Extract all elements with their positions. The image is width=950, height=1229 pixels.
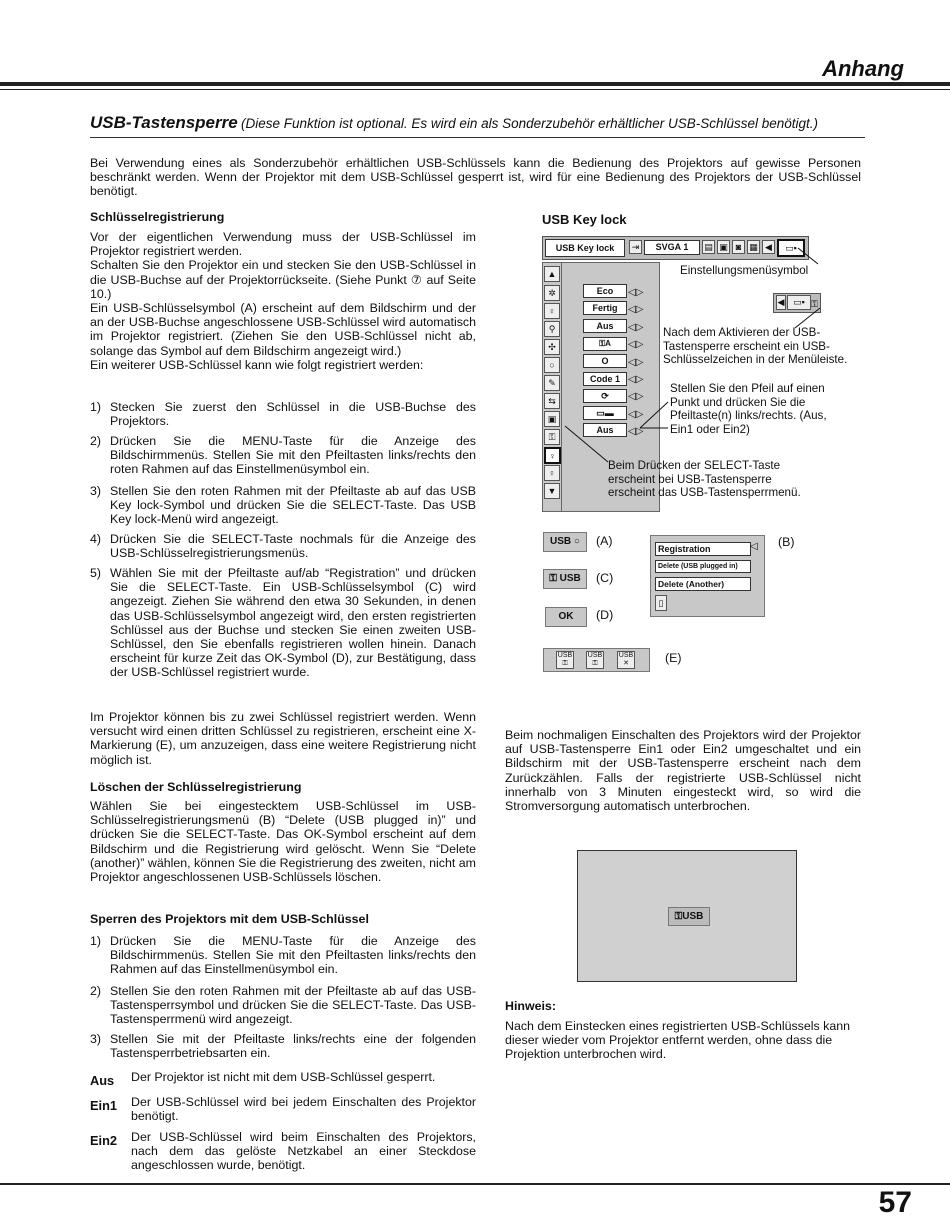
usb-icon-c: ⚿ USB	[543, 569, 587, 589]
usb-icon-a-text: USB	[550, 536, 572, 547]
header-rule-thin	[0, 89, 950, 90]
step-text: Drücken Sie die MENU-Taste für die Anzeige des Bildschirmmenüs. Stellen Sie mit den Pfeiltasten links/rechts den Rahmen auf das Einstellmenüsymbol ein.	[110, 934, 476, 977]
step-number: 1)	[90, 400, 102, 414]
step-text: Stellen Sie den roten Rahmen mit der Pfeiltaste ab auf das USB-Tastensperrsymbol und drücken Sie die SELECT-Taste. Das USB-Tastensperrmenü wird angezeigt.	[110, 984, 476, 1027]
section-subtitle: (Diese Funktion ist optional. Es wird ein als Sonderzubehör erhältlicher USB-Schlüssel benötigt.)	[241, 116, 819, 131]
menu-value-3: Aus	[583, 319, 627, 333]
step-text: Stellen Sie den roten Rahmen mit der Pfeiltaste ab auf das USB Key lock-Symbol und drücken Sie die SELECT-Taste. Das USB Key lock-Menü wird angezeigt.	[110, 484, 476, 527]
lamp-icon: ✲	[544, 285, 560, 301]
lock-icon: ▣	[544, 411, 560, 427]
left-right-arrow-icon[interactable]: ◁▷	[628, 374, 644, 386]
step-number: 2)	[90, 434, 102, 448]
sound-icon: ◀	[776, 295, 786, 310]
usb-small-text: USB	[618, 652, 634, 659]
note-body: Nach dem Einstecken eines registrierten USB-Schlüssels kann dieser wieder vom Projektor entfernt werden, ohne dass die Projektion unterbrochen wird.	[505, 1019, 851, 1062]
setting-menu-icon: ▭▪	[777, 239, 805, 257]
left-right-arrow-icon[interactable]: ◁▷	[628, 321, 644, 333]
step-text: Wählen Sie mit der Pfeiltaste auf/ab “Registration” und drücken Sie die SELECT-Taste. Ein USB-Schlüsselsymbol (C) wird angezeigt. Ziehen Sie während den etwa 30 Sekunden, in denen das USB-Schlüsselsymbol angezeigt wird, den ersten registrierten Schlüssel aus der Buchse und stecken Sie einen zweiten USB-Schlüssel, den Sie ebenfalls registrieren wollen hinein. Danach erscheint für kurze Zeit das OK-Symbol (D), zur Bestätigung, dass der USB-Schlüssel registriert wurde.	[110, 566, 476, 680]
menu-b-delete-plugged[interactable]: Delete (USB plugged in)	[655, 560, 751, 573]
key-icon: ⚿	[544, 429, 560, 445]
usb-key-icon: ⚿	[811, 299, 818, 309]
note-heading: Hinweis:	[505, 999, 556, 1013]
step-text: Stecken Sie zuerst den Schlüssel in die USB-Buchse des Projektors.	[110, 400, 476, 429]
mode-key: Ein2	[90, 1133, 118, 1148]
usb-icon-a: USB ○	[543, 532, 587, 552]
restart-paragraph: Beim nochmaligen Einschalten des Projektors wird der Projektor auf USB-Tastensperre Ein1 oder Ein2 umgeschaltet und ein Bildschirm mit der USB-Tastensperre erscheint nach dem Zurückzählen. Falls der registrierte USB-Schlüssel nicht innerhalb von 3 Minuten eingesteckt wird, so wird die Stromversorgung automatisch unterbrochen.	[505, 728, 861, 814]
page-number: 57	[878, 1186, 912, 1219]
mode-text: Der USB-Schlüssel wird bei jedem Einschalten des Projektor benötigt.	[131, 1095, 476, 1124]
left-right-arrow-icon[interactable]: ◁▷	[628, 391, 644, 403]
input-icon: ⇥	[629, 240, 642, 254]
usb-key-icon: USB ⚿	[587, 652, 603, 667]
registration-body: Vor der eigentlichen Verwendung muss der USB-Schlüssel im Projektor registriert werden. Schalten Sie den Projektor ein und stecken Sie den USB-Schlüssel in die USB-Buchse auf der Projektorrückseite. (Siehe Punkt ⑦ auf Seite 10.) Ein USB-Schlüsselsymbol (A) erscheint auf dem Bildschirm und der an der USB-Buchse angeschlossene USB-Schlüssel wird automatisch im Projektor registriert. (Ziehen Sie den USB-Schlüssel nicht ab, solange das Symbol auf dem Bildschirm angezeigt wird.) Ein weiterer USB-Schlüssel kann wie folgt registriert werden:	[90, 230, 476, 372]
figure-title: USB Key lock	[542, 212, 627, 227]
menu-value-4-text: A	[605, 339, 611, 348]
annotation-settings-icon: Einstellungsmenüsymbol	[680, 264, 809, 277]
image-icon: ▤	[702, 240, 715, 254]
mode-key: Ein1	[90, 1098, 118, 1113]
step-text: Stellen Sie mit der Pfeiltaste links/rechts eine der folgenden Tastensperrbetriebsarten ein.	[110, 1032, 476, 1061]
mode-text: Der Projektor ist nicht mit dem USB-Schlüssel gesperrt.	[131, 1070, 436, 1084]
label-d: (D)	[596, 608, 614, 622]
left-right-arrow-icon[interactable]: ◁▷	[628, 426, 644, 438]
sound-icon: ◀	[762, 240, 775, 254]
usb-key-screen-icon: ⚿USB	[668, 907, 710, 926]
step-number: 5)	[90, 566, 102, 580]
delete-heading: Löschen der Schlüsselregistrierung	[90, 780, 302, 794]
label-b: (B)	[778, 535, 795, 549]
fan-icon: ✣	[544, 339, 560, 355]
step-number: 4)	[90, 532, 102, 546]
usb-small-text: USB	[587, 652, 603, 659]
up-arrow-icon: ▲	[544, 266, 560, 282]
pen-icon: ✎	[544, 375, 560, 391]
left-right-arrow-icon[interactable]: ◁▷	[628, 339, 644, 351]
bulb-icon: ♀	[544, 303, 560, 319]
annotation-usb-icon: Nach dem Aktivieren der USB-Tastensperre erscheint ein USB-Schlüsselzeichen in der Menüleiste.	[663, 326, 848, 366]
power-icon: ⚲	[544, 321, 560, 337]
filter-icon: ♀	[544, 465, 560, 481]
remote-icon: ⇆	[544, 393, 560, 409]
lock-heading: Sperren des Projektors mit dem USB-Schlüssel	[90, 912, 369, 926]
ok-icon-d: OK	[545, 607, 587, 627]
step-number: 1)	[90, 934, 102, 948]
step-text: Drücken Sie die SELECT-Taste nochmals für die Anzeige des USB-Schlüsselregistrierungsmenüs.	[110, 532, 476, 561]
delete-body: Wählen Sie bei eingestecktem USB-Schlüssel im USB-Schlüsselregistrierungsmenü (B) “Delete (USB plugged in)” und drücken Sie die SELECT-Taste. Das OK-Symbol erscheint auf dem Bildschirm und die Registrierung wird gelöscht. Wenn Sie “Delete (another)” wählen, können Sie die Registrierung des zweiten, nicht am Projektor angeschlossenen USB-Schlüssels löschen.	[90, 799, 476, 885]
screen-icon: ▣	[717, 240, 730, 254]
left-right-arrow-icon[interactable]: ◁▷	[628, 408, 644, 420]
menu-value-1: Eco	[583, 284, 627, 298]
annotation-select: Beim Drücken der SELECT-Taste erscheint bei USB-Tastensperre erscheint das USB-Tastensperrmenü.	[608, 459, 801, 499]
usb-icon-c-text: USB	[559, 573, 581, 584]
step-number: 3)	[90, 1032, 102, 1046]
menu-value-7: ⟳	[583, 389, 627, 403]
screen-icon-text: USB	[682, 911, 704, 922]
menu-value-8: ▭▬	[583, 406, 627, 420]
header-rule	[0, 82, 950, 86]
label-a: (A)	[596, 534, 613, 548]
menu-value-9: Aus	[583, 423, 627, 437]
settings-icon: ◙	[732, 240, 745, 254]
footer-rule	[0, 1183, 950, 1185]
down-arrow-icon: ▼	[544, 483, 560, 499]
section-rule	[90, 137, 865, 138]
annotation-arrows: Stellen Sie den Pfeil auf einen Punkt und drücken Sie die Pfeiltaste(n) links/rechts. (Aus, Ein1 oder Ein2)	[670, 382, 827, 436]
menu-value-5: O	[583, 354, 627, 368]
menu-bar-title: USB Key lock	[545, 239, 625, 257]
left-right-arrow-icon[interactable]: ◁▷	[628, 304, 644, 316]
menu-value-6: Code 1	[583, 372, 627, 386]
left-right-arrow-icon[interactable]: ◁▷	[628, 287, 644, 298]
left-right-arrow-icon[interactable]: ◁▷	[628, 356, 644, 368]
step-number: 2)	[90, 984, 102, 998]
usb-key-x-icon: USB ✕	[618, 652, 634, 667]
chapter-title: Anhang	[822, 56, 904, 81]
usb-key-icon: USB ⚿	[557, 652, 573, 667]
menu-b-delete-another[interactable]: Delete (Another)	[655, 577, 751, 591]
registration-menu-b	[650, 535, 765, 617]
blue-screen-icon: ○	[544, 357, 560, 373]
callout-lines	[540, 230, 840, 490]
source-label: SVGA 1	[644, 240, 700, 255]
menu-value-4: ⚿A	[583, 337, 627, 351]
icons-e	[543, 648, 650, 672]
step-text: Drücken Sie die MENU-Taste für die Anzeige des Bildschirmmenüs. Stellen Sie mit den Pfeiltasten links/rechts den roten Rahmen auf das Einstellmenüsymbol ein.	[110, 434, 476, 477]
intro-paragraph: Bei Verwendung eines als Sonderzubehör erhältlichen USB-Schlüssels kann die Bedienung des Projektors auf gewisse Personen beschränkt werden. Wenn der Projektor mit dem USB-Schlüssel gesperrt ist, wird für eine Bedienung des Projektors der USB-Schlüssel benötigt.	[90, 156, 861, 199]
exit-icon: ▯	[655, 595, 667, 611]
registration-limit-paragraph: Im Projektor können bis zu zwei Schlüssel registriert werden. Wenn versucht wird einen dritten Schlüssel zu registrieren, erscheint eine X-Markierung (E), um anzuzeigen, dass eine weitere Registrierung nicht möglich ist.	[90, 710, 476, 767]
setting-menu-icon: ▭▪	[787, 295, 811, 310]
menu-value-2: Fertig	[583, 301, 627, 315]
mode-key: Aus	[90, 1073, 115, 1088]
step-number: 3)	[90, 484, 102, 498]
arrow-left-icon: ◁	[750, 541, 758, 552]
mode-text: Der USB-Schlüssel wird beim Einschalten des Projektors, nach dem das gelöste Netzkabel an einer Steckdose angeschlossen wurde, benötigt.	[131, 1130, 476, 1173]
menu-b-registration[interactable]: Registration	[655, 542, 751, 556]
label-c: (C)	[596, 571, 614, 585]
label-e: (E)	[665, 651, 682, 665]
lock-screen-figure	[577, 850, 797, 982]
registration-heading: Schlüsselregistrierung	[90, 210, 225, 224]
usb-small-text: USB	[557, 652, 573, 659]
pc-adjust-icon: ▦	[747, 240, 760, 254]
usb-key-lock-icon: ♀	[544, 447, 561, 464]
section-title: USB-Tastensperre	[90, 113, 238, 132]
